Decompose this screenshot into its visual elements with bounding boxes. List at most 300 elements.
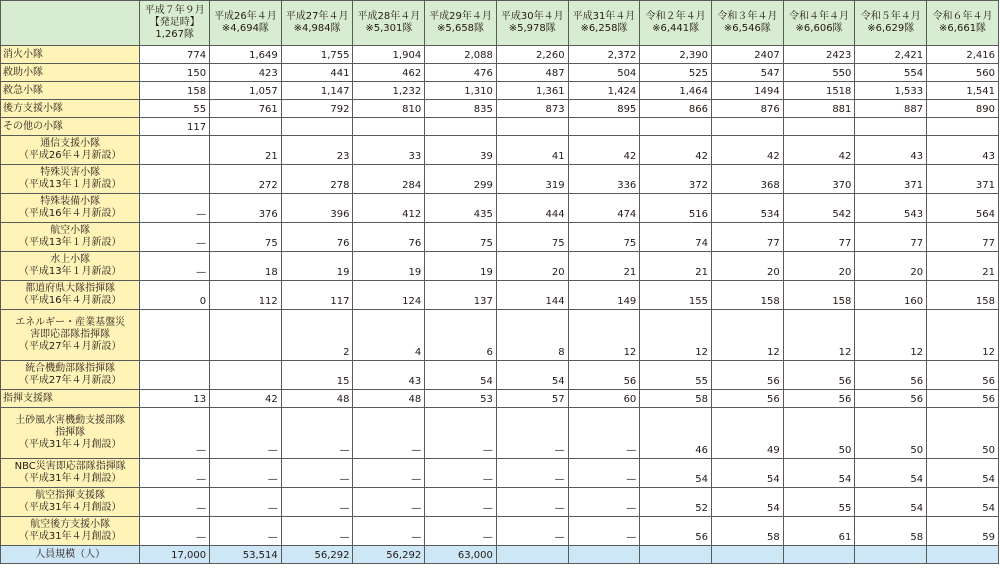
value-cell: 1,464 (640, 82, 712, 100)
value-cell: 46 (640, 408, 712, 459)
column-header (783, 1, 855, 46)
value-cell: 49 (712, 408, 784, 459)
row-label-line: 後方支援小隊 (3, 102, 63, 114)
value-cell: 58 (640, 390, 712, 408)
row-label-line: （平成27年４月新設） (18, 341, 122, 352)
table-row (1, 136, 999, 165)
value-cell: — (210, 488, 282, 517)
value-cell: — (353, 408, 425, 459)
value-cell: 74 (640, 223, 712, 252)
value-cell: — (425, 408, 497, 459)
value-cell: 54 (712, 459, 784, 488)
value-cell: — (140, 408, 210, 459)
row-label-line: 指揮支援隊 (3, 392, 53, 404)
value-cell: 76 (281, 223, 353, 252)
value-cell: 149 (568, 281, 640, 310)
value-cell: — (425, 517, 497, 546)
value-cell: 54 (640, 459, 712, 488)
total-value-cell (640, 546, 712, 564)
table-row (1, 64, 999, 82)
value-cell: 1,361 (496, 82, 568, 100)
column-header-line: ※6,441隊 (652, 23, 700, 34)
table-row (1, 517, 999, 546)
value-cell: 462 (353, 64, 425, 82)
column-header-line: ※6,629隊 (867, 23, 915, 34)
table-row (1, 310, 999, 361)
value-cell: 550 (783, 64, 855, 82)
value-cell: 887 (855, 100, 927, 118)
value-cell: 42 (210, 390, 282, 408)
column-header-line: ※5,978隊 (508, 23, 556, 34)
table-row (1, 82, 999, 100)
row-label-line: 指揮隊 (55, 427, 86, 438)
value-cell: 2,260 (496, 46, 568, 64)
column-header (281, 1, 353, 46)
column-header (496, 1, 568, 46)
total-value-cell (783, 546, 855, 564)
value-cell: 1,649 (210, 46, 282, 64)
row-label (1, 408, 140, 459)
value-cell: 58 (712, 517, 784, 546)
row-label-line: （平成31年４月創設） (18, 439, 122, 450)
row-label (1, 82, 140, 100)
value-cell: 23 (281, 136, 353, 165)
value-cell: 43 (927, 136, 999, 165)
value-cell: 117 (140, 118, 210, 136)
value-cell: 56 (640, 517, 712, 546)
value-cell: 299 (425, 165, 497, 194)
value-cell: 2,372 (568, 46, 640, 64)
value-cell: 54 (855, 459, 927, 488)
value-cell: — (281, 517, 353, 546)
value-cell: 2,416 (927, 46, 999, 64)
value-cell: 75 (568, 223, 640, 252)
row-label (1, 252, 140, 281)
value-cell: — (353, 517, 425, 546)
value-cell: 278 (281, 165, 353, 194)
column-header (210, 1, 282, 46)
row-label (1, 517, 140, 546)
row-label (1, 361, 140, 390)
value-cell: 77 (783, 223, 855, 252)
value-cell: 554 (855, 64, 927, 82)
value-cell: 158 (927, 281, 999, 310)
value-cell: 155 (640, 281, 712, 310)
value-cell: — (568, 488, 640, 517)
value-cell: 56 (712, 361, 784, 390)
row-label (1, 136, 140, 165)
value-cell: 21 (568, 252, 640, 281)
value-cell: 144 (496, 281, 568, 310)
value-cell: — (496, 488, 568, 517)
value-cell: 20 (496, 252, 568, 281)
value-cell: 55 (140, 100, 210, 118)
total-value-cell (712, 546, 784, 564)
value-cell: 55 (640, 361, 712, 390)
value-cell: 75 (210, 223, 282, 252)
value-cell: 368 (712, 165, 784, 194)
value-cell: 412 (353, 194, 425, 223)
value-cell: 336 (568, 165, 640, 194)
row-label (1, 165, 140, 194)
column-header (927, 1, 999, 46)
row-label-line: 航空後方支援小隊 (30, 519, 111, 530)
table-row (1, 165, 999, 194)
value-cell: — (496, 408, 568, 459)
value-cell: 12 (927, 310, 999, 361)
row-label-line: 土砂風水害機動支援部隊 (15, 415, 126, 426)
value-cell: — (140, 194, 210, 223)
value-cell (496, 118, 568, 136)
value-cell: 75 (425, 223, 497, 252)
value-cell (140, 165, 210, 194)
row-label-line: 水上小隊 (50, 254, 91, 265)
value-cell: 12 (640, 310, 712, 361)
value-cell: 543 (855, 194, 927, 223)
value-cell: 2407 (712, 46, 784, 64)
value-cell: 441 (281, 64, 353, 82)
value-cell: 1494 (712, 82, 784, 100)
column-header-line: ※5,301隊 (365, 23, 413, 34)
value-cell: 42 (712, 136, 784, 165)
value-cell: 534 (712, 194, 784, 223)
value-cell: 42 (568, 136, 640, 165)
column-header-line: 令和５年４月 (860, 11, 921, 22)
value-cell (210, 310, 282, 361)
value-cell: 474 (568, 194, 640, 223)
value-cell: 376 (210, 194, 282, 223)
row-label-line: 航空小隊 (50, 225, 91, 236)
value-cell (210, 361, 282, 390)
row-label (1, 194, 140, 223)
value-cell: 54 (712, 488, 784, 517)
value-cell: 370 (783, 165, 855, 194)
value-cell: 124 (353, 281, 425, 310)
column-header-line: 平成26年４月 (214, 11, 277, 22)
value-cell: 2,088 (425, 46, 497, 64)
value-cell (210, 118, 282, 136)
table-row (1, 408, 999, 459)
value-cell: 1,755 (281, 46, 353, 64)
column-header-line: ※6,606隊 (795, 23, 843, 34)
total-value-cell: 56,292 (281, 546, 353, 564)
value-cell (783, 118, 855, 136)
value-cell: — (568, 408, 640, 459)
value-cell (140, 361, 210, 390)
table-row (1, 118, 999, 136)
value-cell: 895 (568, 100, 640, 118)
value-cell: 58 (855, 517, 927, 546)
column-header-line: ※6,661隊 (939, 23, 987, 34)
value-cell: 835 (425, 100, 497, 118)
value-cell: 41 (496, 136, 568, 165)
row-label (1, 488, 140, 517)
value-cell: 158 (140, 82, 210, 100)
value-cell: 55 (783, 488, 855, 517)
table-row (1, 46, 999, 64)
value-cell: — (568, 459, 640, 488)
value-cell (712, 118, 784, 136)
row-label-line: 救急小隊 (3, 84, 43, 96)
value-cell: 866 (640, 100, 712, 118)
value-cell: 54 (927, 488, 999, 517)
column-header-line: 平成30年４月 (500, 11, 564, 22)
total-value-cell: 63,000 (425, 546, 497, 564)
column-header-line: 令和２年４月 (645, 11, 706, 22)
value-cell: 547 (712, 64, 784, 82)
row-label-line: 通信支援小隊 (40, 138, 101, 149)
value-cell: 0 (140, 281, 210, 310)
total-label: 人員規模（人） (1, 546, 140, 564)
table-row (1, 390, 999, 408)
value-cell: — (140, 459, 210, 488)
value-cell: 12 (855, 310, 927, 361)
value-cell: 54 (855, 488, 927, 517)
column-header-line: ※5,658隊 (437, 23, 485, 34)
value-cell: 57 (496, 390, 568, 408)
value-cell: 43 (353, 361, 425, 390)
value-cell: 1,541 (927, 82, 999, 100)
value-cell (855, 118, 927, 136)
value-cell: 21 (927, 252, 999, 281)
value-cell (640, 118, 712, 136)
table-body (1, 46, 999, 564)
value-cell: 112 (210, 281, 282, 310)
row-label-line: 救助小隊 (3, 66, 43, 78)
value-cell: 396 (281, 194, 353, 223)
value-cell: 50 (783, 408, 855, 459)
column-header (353, 1, 425, 46)
row-label-line: （平成31年４月創設） (18, 531, 122, 542)
table-row (1, 488, 999, 517)
column-header-line: ※6,258隊 (580, 23, 628, 34)
value-cell (353, 118, 425, 136)
value-cell: 13 (140, 390, 210, 408)
value-cell: 56 (927, 361, 999, 390)
column-header-line: ※4,694隊 (221, 23, 269, 34)
value-cell: 54 (927, 459, 999, 488)
value-cell: — (496, 459, 568, 488)
column-header-line: 【発足時】 (149, 17, 200, 28)
value-cell: 39 (425, 136, 497, 165)
value-cell: 774 (140, 46, 210, 64)
value-cell: 542 (783, 194, 855, 223)
value-cell: 525 (640, 64, 712, 82)
row-label-line: （平成13年１月新設） (18, 266, 122, 277)
value-cell: 158 (783, 281, 855, 310)
total-value-cell (496, 546, 568, 564)
value-cell: 56 (712, 390, 784, 408)
column-header-line: 平成27年４月 (285, 11, 349, 22)
value-cell: 560 (927, 64, 999, 82)
value-cell: 21 (640, 252, 712, 281)
value-cell (140, 310, 210, 361)
row-label-line: 特殊装備小隊 (40, 196, 101, 207)
row-label-line: （平成16年４月新設） (18, 295, 122, 306)
value-cell: 1518 (783, 82, 855, 100)
value-cell: 19 (281, 252, 353, 281)
value-cell: 476 (425, 64, 497, 82)
value-cell: 53 (425, 390, 497, 408)
value-cell: 56 (783, 361, 855, 390)
row-label-line: 害即応部隊指揮隊 (30, 329, 111, 340)
value-cell: — (353, 488, 425, 517)
value-cell: — (425, 488, 497, 517)
value-cell: — (568, 517, 640, 546)
value-cell: 761 (210, 100, 282, 118)
column-header (425, 1, 497, 46)
row-label (1, 46, 140, 64)
column-header (712, 1, 784, 46)
value-cell: 77 (927, 223, 999, 252)
value-cell: 56 (783, 390, 855, 408)
value-cell: 42 (640, 136, 712, 165)
value-cell: 876 (712, 100, 784, 118)
value-cell: 150 (140, 64, 210, 82)
column-header-line: 令和４年４月 (789, 11, 850, 22)
row-label (1, 118, 140, 136)
value-cell: 1,904 (353, 46, 425, 64)
value-cell: 48 (353, 390, 425, 408)
value-cell: 372 (640, 165, 712, 194)
row-label (1, 64, 140, 82)
value-cell: 56 (568, 361, 640, 390)
value-cell: 2,390 (640, 46, 712, 64)
value-cell: 137 (425, 281, 497, 310)
column-header-line: 1,267隊 (155, 29, 195, 40)
value-cell (281, 118, 353, 136)
row-label-line: （平成13年１月新設） (18, 179, 122, 190)
column-header-line: 平成29年４月 (429, 11, 492, 22)
value-cell: 1,057 (210, 82, 282, 100)
value-cell: 59 (927, 517, 999, 546)
value-cell: 33 (353, 136, 425, 165)
table-row (1, 194, 999, 223)
row-label-line: （平成27年４月新設） (18, 375, 122, 386)
row-label (1, 223, 140, 252)
total-value-cell (855, 546, 927, 564)
value-cell: 77 (712, 223, 784, 252)
row-label-line: 統合機動部隊指揮隊 (25, 363, 116, 374)
table-row (1, 281, 999, 310)
column-header-line: 平成28年４月 (357, 11, 421, 22)
column-header-line: 令和６年４月 (932, 11, 993, 22)
table-row (1, 252, 999, 281)
column-header-line: 令和３年４月 (717, 11, 778, 22)
value-cell: 6 (425, 310, 497, 361)
value-cell: — (210, 408, 282, 459)
value-cell: 56 (855, 390, 927, 408)
value-cell: 61 (783, 517, 855, 546)
total-value-cell: 56,292 (353, 546, 425, 564)
value-cell: — (140, 488, 210, 517)
value-cell: 890 (927, 100, 999, 118)
value-cell: 2 (281, 310, 353, 361)
column-header (568, 1, 640, 46)
value-cell: 54 (496, 361, 568, 390)
column-header (640, 1, 712, 46)
value-cell: 117 (281, 281, 353, 310)
value-cell: 12 (783, 310, 855, 361)
value-cell (140, 136, 210, 165)
value-cell: 1,310 (425, 82, 497, 100)
row-label-line: （平成16年４月新設） (18, 208, 122, 219)
value-cell: 12 (712, 310, 784, 361)
row-label-line: （平成13年１月新設） (18, 237, 122, 248)
value-cell: 792 (281, 100, 353, 118)
value-cell: 371 (927, 165, 999, 194)
value-cell: — (425, 459, 497, 488)
total-value-cell: 53,514 (210, 546, 282, 564)
value-cell: 77 (855, 223, 927, 252)
value-cell: 1,147 (281, 82, 353, 100)
value-cell: 873 (496, 100, 568, 118)
row-label-line: 特殊災害小隊 (40, 167, 101, 178)
value-cell: 18 (210, 252, 282, 281)
table-row (1, 100, 999, 118)
value-cell: 4 (353, 310, 425, 361)
value-cell: 435 (425, 194, 497, 223)
value-cell: — (281, 408, 353, 459)
total-value-cell (568, 546, 640, 564)
value-cell: 881 (783, 100, 855, 118)
value-cell: 50 (855, 408, 927, 459)
value-cell (568, 118, 640, 136)
value-cell: 319 (496, 165, 568, 194)
row-label-line: その他の小隊 (3, 120, 63, 132)
value-cell: 19 (425, 252, 497, 281)
value-cell: 272 (210, 165, 282, 194)
header-row (1, 1, 999, 46)
column-header-line: 平成７年９月 (144, 5, 205, 16)
value-cell: 516 (640, 194, 712, 223)
row-label-line: （平成31年４月創設） (18, 502, 122, 513)
value-cell: 42 (783, 136, 855, 165)
value-cell: 20 (712, 252, 784, 281)
value-cell: 56 (927, 390, 999, 408)
value-cell: — (210, 459, 282, 488)
column-header-line: 平成31年４月 (572, 11, 636, 22)
value-cell: 48 (281, 390, 353, 408)
row-label-line: （平成26年４月新設） (18, 150, 122, 161)
table-row (1, 459, 999, 488)
value-cell: — (140, 517, 210, 546)
value-cell (927, 118, 999, 136)
total-row (1, 546, 999, 564)
value-cell: 54 (425, 361, 497, 390)
value-cell: 50 (927, 408, 999, 459)
value-cell (425, 118, 497, 136)
value-cell: 423 (210, 64, 282, 82)
value-cell: 2,421 (855, 46, 927, 64)
value-cell: 2423 (783, 46, 855, 64)
row-label (1, 459, 140, 488)
value-cell: 1,424 (568, 82, 640, 100)
table-row (1, 361, 999, 390)
column-header-line: ※6,546隊 (723, 23, 771, 34)
corner-cell (1, 1, 140, 46)
column-header (140, 1, 210, 46)
value-cell: 504 (568, 64, 640, 82)
row-label-line: エネルギー・産業基盤災 (15, 317, 126, 328)
value-cell: 158 (712, 281, 784, 310)
value-cell: — (210, 517, 282, 546)
value-cell: — (140, 223, 210, 252)
value-cell: 19 (353, 252, 425, 281)
row-label (1, 390, 140, 408)
value-cell: — (281, 488, 353, 517)
value-cell: 52 (640, 488, 712, 517)
